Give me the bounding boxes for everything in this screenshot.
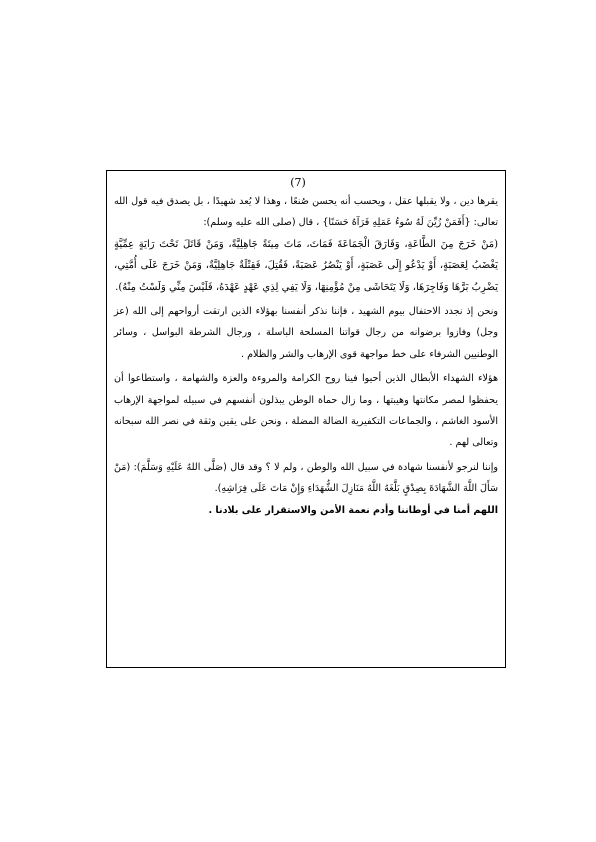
paragraph-2: ونحن إذ نجدد الاحتفال بيوم الشهيد ، فإننا نذكر أنفسنا بهؤلاء الذين ارتقت أرواحهم إلى الله (عز وجل) وفازوا برضوانه من رجال قواتنا المسلحة الباسلة ، ورجال الشرطة البواسل ، وسائر الوطنيين الشرفاء على خط مواجهة قوى الإرهاب والشر والظلام . [114,306,498,360]
closing-supplication: اللهم أمنا في أوطاننا وأدم نعمة الأمن والاستقرار على بلادنا . [208,504,498,516]
paragraph-1: يقرها دين ، ولا يقبلها عقل ، ويحسب أنه يحسن صُنعًا ، وهذا لا يُعد شهيدًا ، بل يصدق فيه قول الله تعالى: {أَفَمَنْ زُيِّنَ لَهُ سُوءُ عَمَلِهِ فَرَآهُ حَسَنًا} ، قال (صلى الله عليه وسلم): [114,196,498,229]
hadith-quote: (مَنْ خَرَجَ مِنَ الطَّاعَةِ، وَفَارَقَ الْجَمَاعَةَ فَمَاتَ، مَاتَ مِيتَةً جَاهِلِيَّةً، وَمَنْ قَاتَلَ تَحْتَ رَايَةٍ عِمِّيَّةٍ يَغْضَبُ لِعَصَبَةٍ، أَوْ يَدْعُو إِلَى عَصَبَةٍ، أَوْ يَنْصُرُ عَصَبَةً، فَقُتِلَ، فَقِتْلَةٌ جَاهِلِيَّةٌ، وَمَنْ خَرَجَ عَلَى أُمَّتِي، يَضْرِبُ بَرَّهَا وَفَاجِرَهَا، وَلَا يَتَحَاشَى مِنْ مُؤْمِنِهَا، وَلَا يَفِي لِذِي عَهْدٍ عَهْدَهُ، فَلَيْسَ مِنِّي وَلَسْتُ مِنْهُ). [114,238,498,293]
paragraph-4: وإننا لنرجو لأنفسنا شهادة في سبيل الله والوطن ، ولم لا ؟ وقد قال (صَلَّى اللهُ عَلَيْهِ وَسَلَّمَ): (مَنْ سَأَلَ اللَّهَ الشَّهَادَةَ بِصِدْقٍ بَلَّغَهُ اللَّهُ مَنَازِلَ الشُّهَدَاءِ وَإِنْ مَاتَ عَلَى فِرَاشِهِ). [114,461,498,495]
document-body [114,191,498,521]
paragraph-3: هؤلاء الشهداء الأبطال الذين أحيوا فينا روح الكرامة والمروءة والعزة والشهامة ، واستطاعوا أن يحفظوا لمصر مكانتها وهيبتها ، وما زال حماة الوطن يبذلون أنفسهم في سبيله لمواجهة الإرهاب الأسود الغاشم ، والجماعات التكفيرية الضالة المضلة ، ونحن على يقين وثقة في نصر الله سبحانه وتعالى لهم . [114,373,498,449]
page-number: (7) [290,176,306,189]
